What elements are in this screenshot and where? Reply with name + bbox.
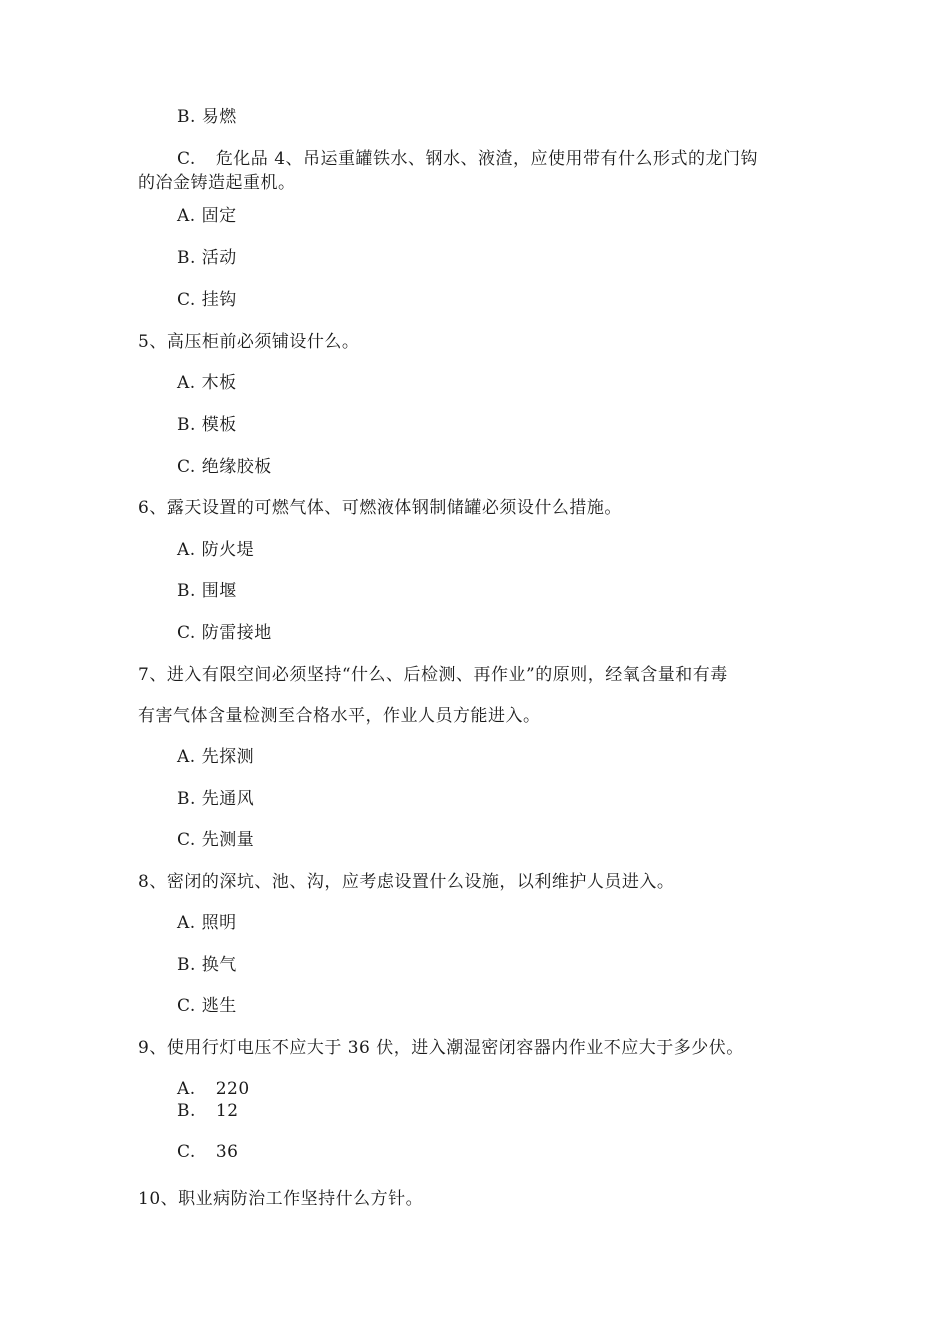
option-line: B. 围堰 xyxy=(177,581,237,601)
option-line xyxy=(177,1079,250,1099)
option-value: 36 xyxy=(215,1142,239,1162)
option-line: A. 固定 xyxy=(177,206,237,226)
option-line: A. 木板 xyxy=(177,373,237,393)
option-line: A. 照明 xyxy=(177,913,237,933)
question-text-continued: 的冶金铸造起重机。 xyxy=(138,173,296,193)
option-letter: C. xyxy=(177,1142,196,1162)
option-line: C. 绝缘胶板 xyxy=(177,457,272,477)
option-line: A. 先探测 xyxy=(177,747,255,767)
option-line: C. 逃生 xyxy=(177,996,237,1016)
option-letter: A. xyxy=(177,1079,196,1099)
question-6: 6、露天设置的可燃气体、可燃液体钢制储罐必须设什么措施。 xyxy=(138,498,622,518)
option-letter: B. xyxy=(177,1101,196,1121)
question-10: 10、职业病防治工作坚持什么方针。 xyxy=(138,1189,424,1209)
question-8: 8、密闭的深坑、池、沟，应考虑设置什么设施，以利维护人员进入。 xyxy=(138,872,675,892)
option-line xyxy=(177,144,758,169)
option-line: C. 防雷接地 xyxy=(177,623,272,643)
option-line: B. 换气 xyxy=(177,955,237,975)
option-line: B. 先通风 xyxy=(177,789,255,809)
question-7-continued: 有害气体含量检测至合格水平，作业人员方能进入。 xyxy=(138,706,541,726)
option-letter: C. xyxy=(177,149,196,169)
option-value: 220 xyxy=(215,1079,250,1099)
option-line: B. 活动 xyxy=(177,248,237,268)
option-line: B. 模板 xyxy=(177,415,237,435)
option-line: B. 易燃 xyxy=(177,107,237,127)
option-line: A. 防火堤 xyxy=(177,540,255,560)
option-line: C. 先测量 xyxy=(177,830,255,850)
question-5: 5、高压柜前必须铺设什么。 xyxy=(138,332,360,352)
option-line xyxy=(177,1142,238,1162)
question-7: 7、进入有限空间必须坚持“什么、后检测、再作业”的原则，经氧含量和有毒 xyxy=(138,665,728,685)
option-line: C. 挂钩 xyxy=(177,290,237,310)
option-line xyxy=(177,1101,239,1121)
question-text: 危化品 4、吊运重罐铁水、钢水、液渣，应使用带有什么形式的龙门钩 xyxy=(215,149,759,169)
option-value: 12 xyxy=(215,1101,239,1121)
question-9: 9、使用行灯电压不应大于 36 伏，进入潮湿密闭容器内作业不应大于多少伏。 xyxy=(138,1038,744,1058)
